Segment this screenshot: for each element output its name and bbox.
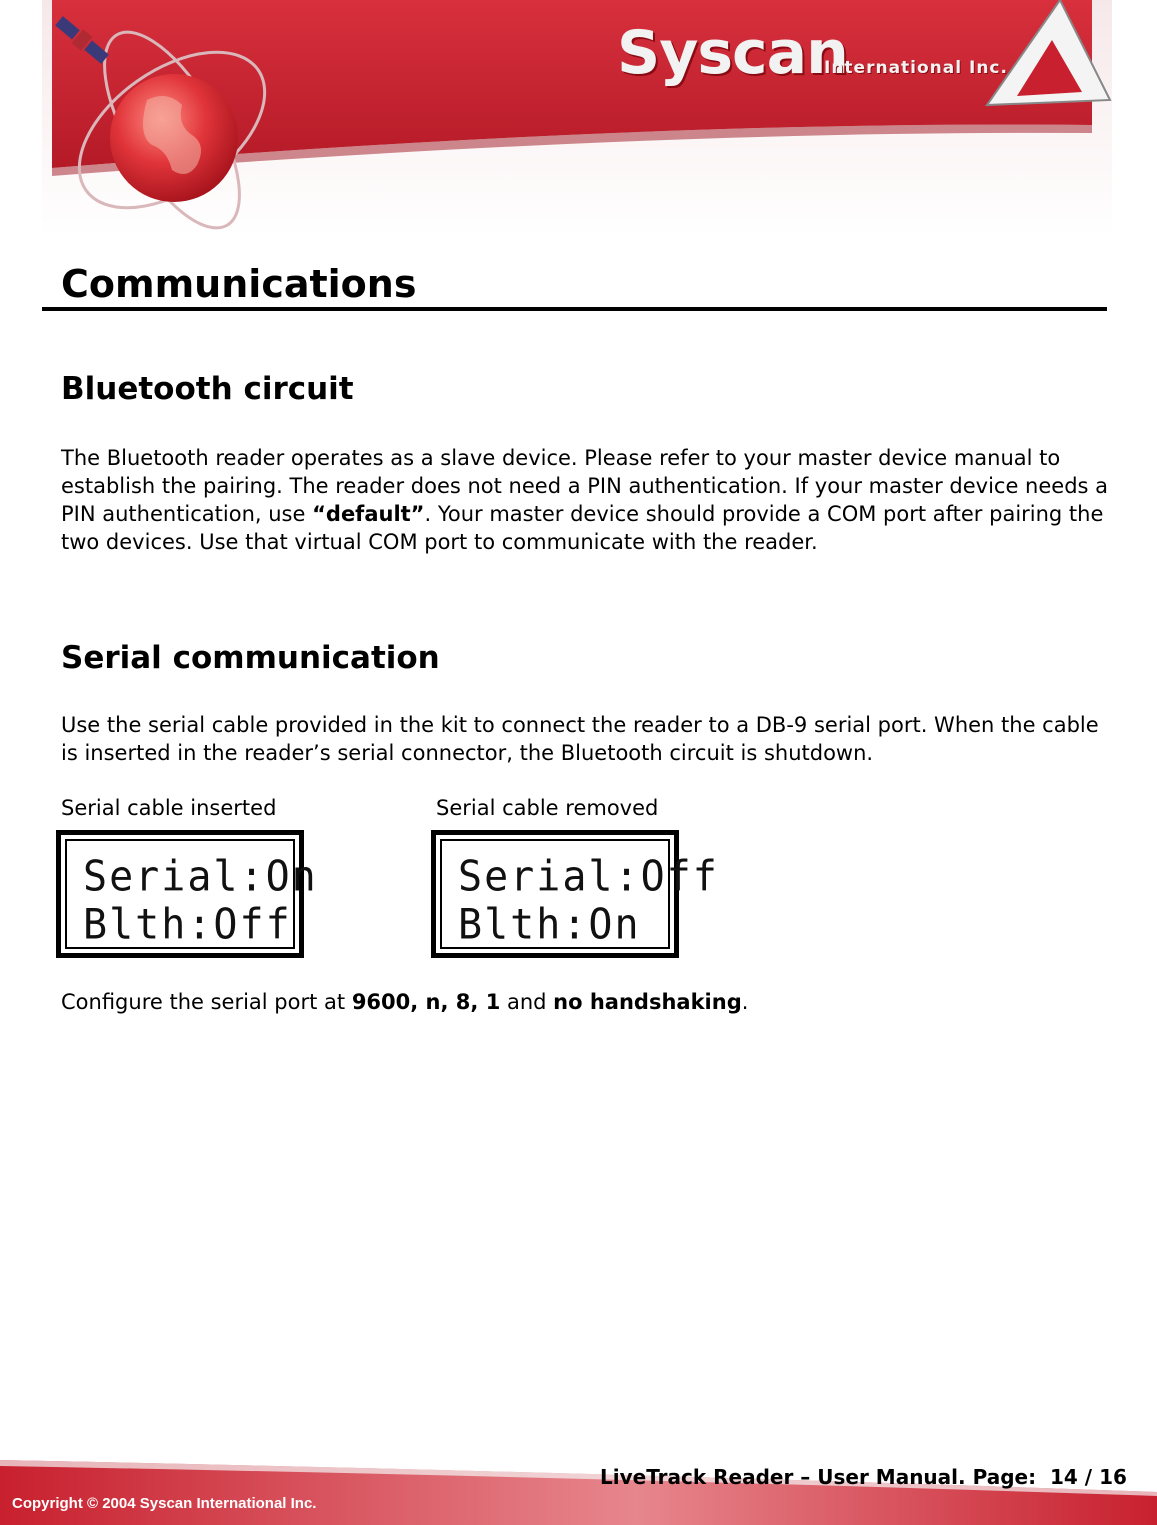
copyright-notice: Copyright © 2004 Syscan International Inc. [12,1495,317,1512]
lcd-caption-inserted: Serial cable inserted [61,796,277,820]
config-handshake: no handshaking [553,990,742,1014]
brand-suffix: International Inc. [824,58,1008,78]
footer-page-label: LiveTrack Reader – User Manual. Page: 14 / 16 [600,1465,1127,1489]
title-underline [42,307,1107,311]
serial-config [61,988,1121,1016]
config-middle: and [500,990,554,1014]
lcd-line-2: Blth:Off [83,900,292,950]
lcd-line-1: Serial:On [83,852,318,902]
lcd-frame [440,839,719,950]
banner-graphic [42,0,1112,236]
brand-name: Syscan [617,18,848,88]
page-title: Communications [61,262,417,306]
bluetooth-paragraph [61,444,1121,556]
lcd-line-2: Blth:On [458,900,641,950]
bluetooth-heading: Bluetooth circuit [61,371,354,407]
lcd-display-inserted [56,830,318,958]
config-suffix: . [741,990,749,1014]
header-banner [42,0,1112,236]
lcd-line-1: Serial:Off [458,852,719,902]
lcd-caption-removed: Serial cable removed [436,796,659,820]
bluetooth-text-1: The Bluetooth reader operates as a slave device. Please refer to your master device manual to establish the pairing. The reader does not need a PIN authentication. If your master device needs a PIN authentication, use [61,446,1109,526]
pin-value: “default” [312,502,425,526]
config-settings: 9600, n, 8, 1 [351,990,501,1014]
serial-intro: Use the serial cable provided in the kit to connect the reader to a DB-9 serial port. When the cable is inserted in the reader’s serial connector, the Bluetooth circuit is shutdown. [61,713,1099,765]
bluetooth-text-2: . Your master device should provide a COM port after pairing the two devices. Use that virtual COM port to communicate with the reader. [61,502,1104,554]
config-prefix: Configure the serial port at [61,990,352,1014]
serial-heading: Serial communication [61,640,440,676]
lcd-frame [65,839,318,950]
lcd-display-removed [431,830,719,958]
